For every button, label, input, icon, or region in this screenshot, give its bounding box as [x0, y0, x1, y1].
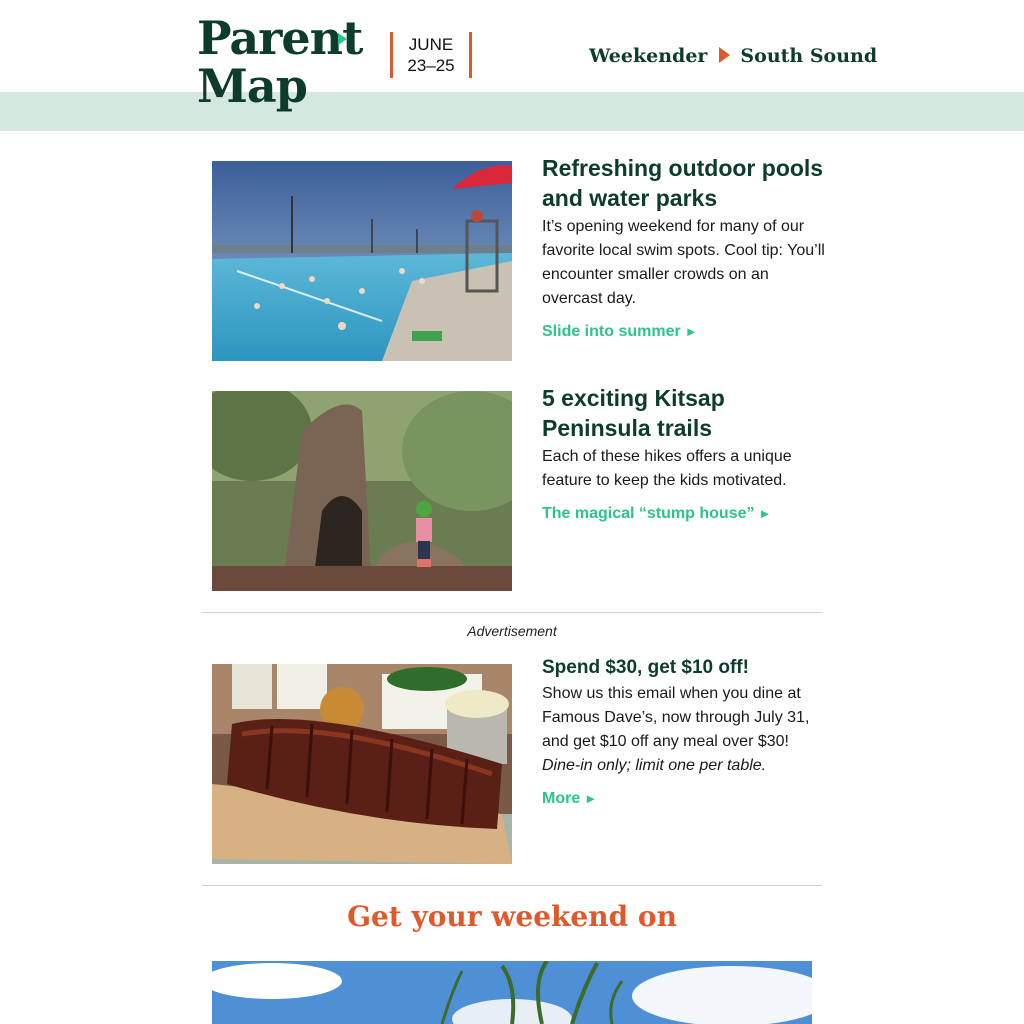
- arrow-right-icon: ►: [758, 506, 772, 521]
- ad-more-link[interactable]: [542, 788, 827, 810]
- nav-weekender[interactable]: Weekender: [589, 45, 708, 67]
- story-link-text[interactable]: Slide into summer: [542, 323, 681, 340]
- nav-south-sound[interactable]: South Sound: [740, 45, 878, 67]
- story-trails-copy: [542, 385, 827, 525]
- story-trails: [212, 385, 832, 591]
- story-link[interactable]: [542, 321, 827, 343]
- ad-link-text[interactable]: More: [542, 790, 581, 807]
- story-description: It’s opening weekend for many of our favorite local swim spots. Cool tip: You’ll encounter smaller crowds on an overcast day.: [542, 218, 825, 307]
- edition-nav: [589, 45, 877, 67]
- parentmap-logo[interactable]: Parent Map: [197, 11, 363, 113]
- divider: [202, 885, 822, 886]
- story-link-text[interactable]: The magical “stump house”: [542, 505, 755, 522]
- section-title: Get your weekend on: [347, 900, 677, 933]
- ad-fine-print: Dine-in only; limit one per table.: [542, 757, 767, 774]
- issue-days: 23–25: [407, 56, 455, 75]
- arrow-right-icon: ►: [684, 324, 698, 339]
- stump-house-photo[interactable]: [212, 391, 512, 591]
- ad-description: Show us this email when you dine at Famous Dave’s, now through July 31, and get $10 off any meal over $30!: [542, 685, 810, 750]
- advertisement-label: Advertisement: [467, 623, 557, 639]
- triangle-right-icon: [719, 47, 730, 63]
- ribs-photo[interactable]: [212, 664, 512, 864]
- logo-play-icon: [338, 33, 347, 45]
- issue-month: JUNE: [408, 35, 454, 54]
- story-title[interactable]: Refreshing outdoor pools and water parks: [542, 155, 824, 211]
- ad-title[interactable]: Spend $30, get $10 off!: [542, 657, 749, 678]
- header: [0, 0, 1024, 131]
- ad-famous-daves: [212, 657, 832, 864]
- story-description: Each of these hikes offers a unique feature to keep the kids motivated.: [542, 448, 792, 489]
- arrow-right-icon: ►: [584, 791, 598, 806]
- story-pools-copy: [542, 155, 827, 343]
- divider: [202, 612, 822, 613]
- weekend-hero-photo[interactable]: [212, 961, 812, 1024]
- story-pools: [212, 155, 832, 361]
- story-title[interactable]: 5 exciting Kitsap Peninsula trails: [542, 385, 725, 441]
- ad-copy: [542, 657, 827, 810]
- pool-photo[interactable]: [212, 161, 512, 361]
- story-link[interactable]: [542, 503, 827, 525]
- issue-date: [390, 32, 472, 78]
